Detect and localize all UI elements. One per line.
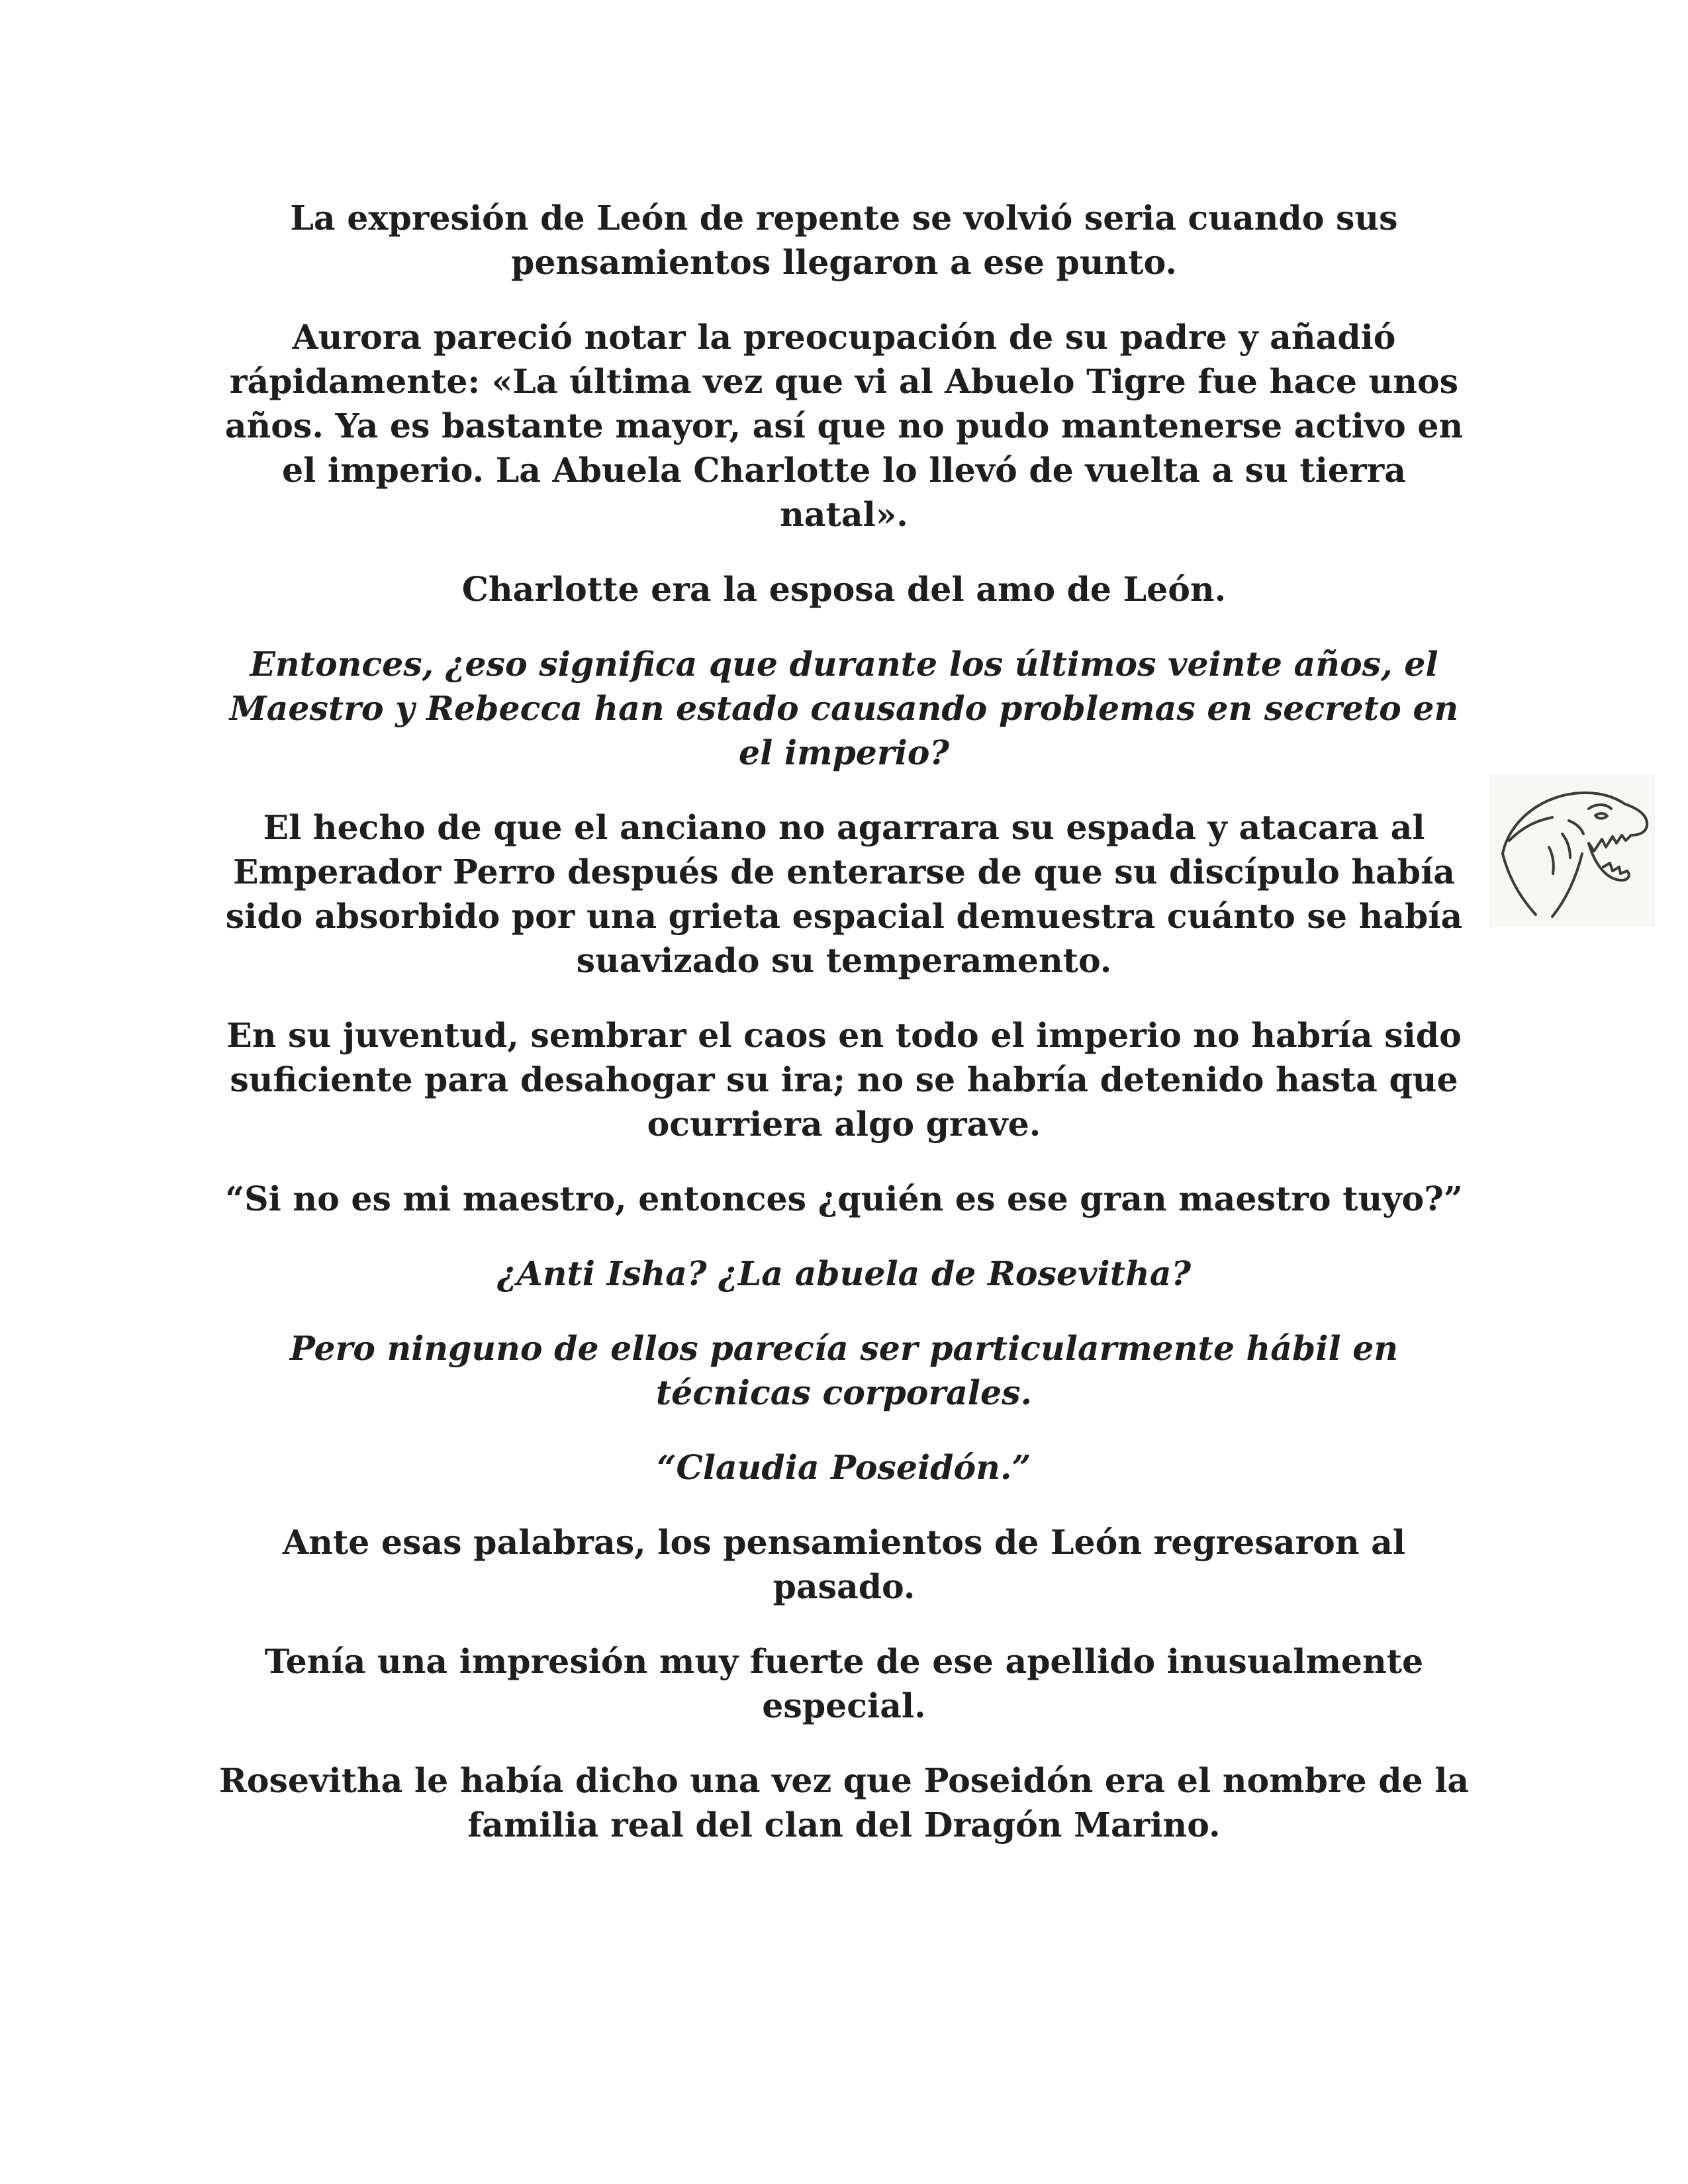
paragraph: Aurora pareció notar la preocupación de su padre y añadió rápidamente: «La última vez que vi al Abuelo Tigre fue hace unos años. Ya es bastante mayor, así que no pudo mantenerse activo en el imperio. La Abuela Charlotte lo llevó de vuelta a su tierra natal». [224,318,1464,534]
paragraph: “Si no es mi maestro, entonces ¿quién es ese gran maestro tuyo?” [225,1179,1463,1218]
paragraph: Ante esas palabras, los pensamientos de León regresaron al pasado. [282,1523,1406,1606]
paragraph-italic: Pero ninguno de ellos parecía ser particularmente hábil en técnicas corporales. [289,1329,1399,1412]
paragraph: La expresión de León de repente se volvió seria cuando sus pensamientos llegaron a ese punto. [290,199,1398,282]
paragraph: En su juventud, sembrar el caos en todo el imperio no habría sido suficiente para desahogar su ira; no se habría detenido hasta que ocurriera algo grave. [226,1016,1462,1144]
paragraph: Rosevitha le había dicho una vez que Poseidón era el nombre de la familia real del clan del Dragón Marino. [218,1761,1470,1844]
paragraph: El hecho de que el anciano no agarrara su espada y atacara al Emperador Perro después de enterarse de que su discípulo había sido absorbido por una grieta espacial demuestra cuánto se había suavizado su temperamento. [225,808,1463,980]
paragraph-italic: “Claudia Poseidón.” [657,1448,1031,1487]
paragraph: Tenía una impresión muy fuerte de ese apellido inusualmente especial. [264,1642,1424,1725]
paragraph-italic: ¿Anti Isha? ¿La abuela de Rosevitha? [496,1254,1192,1293]
paragraph: Charlotte era la esposa del amo de León. [461,570,1227,609]
text-column [218,196,1470,1878]
paragraph-italic: Entonces, ¿eso significa que durante los últimos veinte años, el Maestro y Rebecca han estado causando problemas en secreto en el imperio? [229,645,1459,772]
dinosaur-head-icon [1489,774,1655,927]
